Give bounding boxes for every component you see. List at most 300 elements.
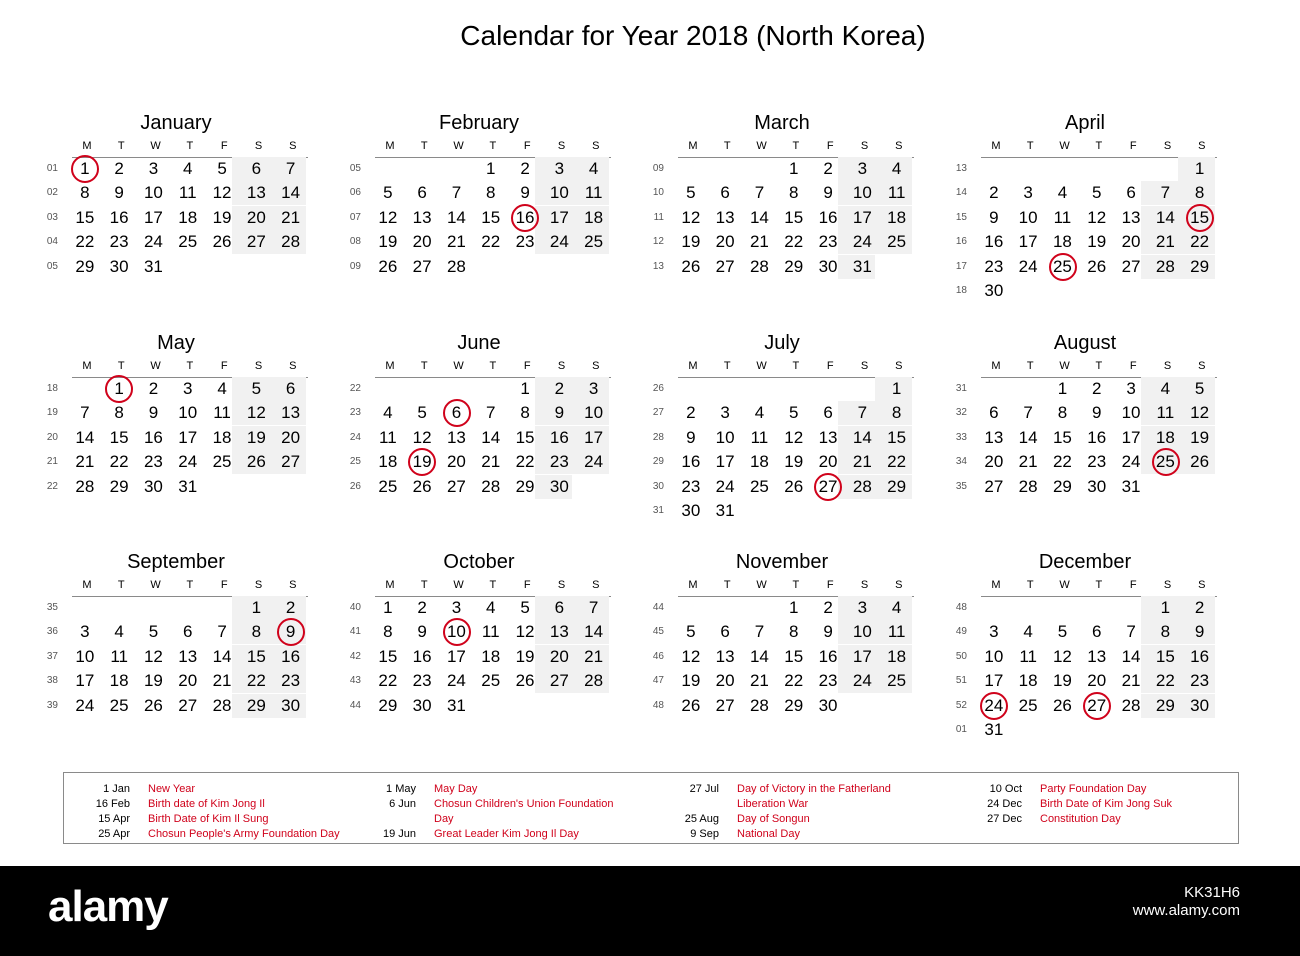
month-name: August <box>1053 332 1117 354</box>
day-cell: 13 <box>549 622 569 642</box>
day-cell: 19 <box>681 671 701 691</box>
weekday-label: T <box>1026 360 1034 372</box>
day-cell: 11 <box>110 646 128 666</box>
day-cell: 6 <box>285 379 296 398</box>
day-cell: 8 <box>1160 622 1171 642</box>
day-cell: 1 <box>789 598 799 617</box>
week-number: 03 <box>46 211 58 223</box>
day-cell: 12 <box>378 207 398 227</box>
weekday-label: S <box>1198 579 1206 591</box>
holiday-marker <box>71 155 99 183</box>
weekday-label: S <box>289 360 297 372</box>
day-cell: 20 <box>549 646 569 666</box>
week-number: 15 <box>955 211 967 223</box>
day-cell: 11 <box>1053 207 1072 227</box>
day-cell: 14 <box>1155 207 1175 227</box>
day-cell: 2 <box>520 159 530 178</box>
day-cell: 2 <box>823 598 833 617</box>
weekday-label: T <box>792 140 800 152</box>
day-cell: 3 <box>989 622 999 642</box>
day-cell: 22 <box>378 671 398 691</box>
day-cell: 28 <box>446 256 466 276</box>
day-cell: 25 <box>1018 695 1038 715</box>
weekday-label: T <box>117 140 125 152</box>
day-cell: 15 <box>378 646 398 666</box>
week-number: 01 <box>46 163 58 174</box>
day-cell: 28 <box>75 476 95 496</box>
week-number: 27 <box>652 407 664 419</box>
day-cell: 14 <box>212 646 232 666</box>
weekday-label: T <box>1095 579 1103 591</box>
weekday-label: M <box>688 579 698 591</box>
weekday-label: W <box>453 140 464 152</box>
day-cell: 7 <box>1023 403 1033 423</box>
day-cell: 16 <box>984 232 1004 252</box>
day-cell: 29 <box>784 256 804 276</box>
day-cell: 14 <box>75 427 95 447</box>
day-cell: 19 <box>515 646 535 666</box>
day-cell: 26 <box>378 256 398 276</box>
week-number: 44 <box>349 699 361 711</box>
day-cell: 29 <box>1052 476 1072 496</box>
legend-holiday-name: New Year <box>148 783 196 795</box>
week-number: 36 <box>46 626 58 638</box>
legend-date: 1 Jan <box>103 783 130 795</box>
week-number: 50 <box>955 650 967 662</box>
week-number: 46 <box>652 650 664 662</box>
week-number: 22 <box>349 383 361 394</box>
day-cell: 7 <box>754 183 765 203</box>
weekday-label: F <box>1129 579 1137 591</box>
holiday-marker <box>443 399 471 427</box>
day-cell: 16 <box>681 452 701 472</box>
day-cell: 11 <box>1156 403 1175 423</box>
day-cell: 22 <box>1052 452 1072 472</box>
day-cell: 19 <box>143 671 163 691</box>
week-number: 24 <box>349 431 361 443</box>
day-cell: 21 <box>481 452 501 472</box>
week-number: 22 <box>46 480 58 492</box>
day-cell: 3 <box>1023 183 1033 203</box>
day-cell: 2 <box>417 598 427 617</box>
day-cell: 30 <box>1087 476 1107 496</box>
day-cell: 28 <box>281 232 301 252</box>
weekday-label: T <box>489 579 497 591</box>
day-cell: 2 <box>1194 598 1205 617</box>
day-cell: 12 <box>681 646 701 666</box>
day-cell: 3 <box>183 379 193 398</box>
legend-date: 25 Apr <box>98 828 130 840</box>
day-cell: 29 <box>1155 695 1175 715</box>
day-cell: 12 <box>1052 646 1072 666</box>
weekday-label: M <box>82 360 92 372</box>
weekday-header <box>678 359 914 378</box>
weekday-label: T <box>186 579 194 591</box>
day-cell: 6 <box>989 403 999 423</box>
day-cell: 11 <box>584 183 603 203</box>
day-cell: 13 <box>178 646 198 666</box>
day-cell: 13 <box>715 646 735 666</box>
day-cell: 8 <box>114 403 124 423</box>
weekday-label: T <box>420 579 428 591</box>
month-name: October <box>443 551 515 573</box>
day-cell: 9 <box>823 183 833 203</box>
day-cell: 10 <box>1121 403 1141 423</box>
week-number: 16 <box>955 236 967 248</box>
weekday-label: S <box>895 360 903 372</box>
day-cell: 24 <box>143 232 163 252</box>
day-cell: 30 <box>818 256 838 276</box>
day-cell: 9 <box>1092 403 1102 423</box>
day-cell: 3 <box>554 159 565 178</box>
weekday-header <box>678 139 914 158</box>
day-cell: 26 <box>784 476 804 496</box>
day-cell: 28 <box>1155 256 1175 276</box>
day-cell: 24 <box>584 452 604 472</box>
day-cell: 9 <box>520 183 530 203</box>
day-cell: 23 <box>818 671 838 691</box>
legend-date: 24 Dec <box>987 798 1022 810</box>
legend-date: 10 Oct <box>989 783 1022 795</box>
day-cell: 4 <box>1160 379 1171 398</box>
day-cell: 17 <box>1018 232 1038 252</box>
day-cell: 29 <box>515 476 535 496</box>
day-cell: 8 <box>1194 183 1205 203</box>
day-cell: 16 <box>281 646 301 666</box>
day-cell: 26 <box>681 256 701 276</box>
day-cell: 22 <box>1155 671 1175 691</box>
day-cell: 6 <box>823 403 833 423</box>
holiday-marker <box>1152 448 1180 476</box>
week-number: 09 <box>652 163 664 174</box>
day-cell: 12 <box>1190 403 1210 423</box>
day-cell: 16 <box>818 646 838 666</box>
day-cell: 16 <box>515 207 535 227</box>
day-cell: 20 <box>446 452 466 472</box>
week-number: 32 <box>955 407 967 419</box>
legend-holiday-name: Chosun Children's Union Foundation <box>434 798 614 810</box>
page-title: Calendar for Year 2018 (North Korea) <box>460 20 926 51</box>
day-cell: 10 <box>143 183 163 203</box>
day-cell: 16 <box>412 646 432 666</box>
weekday-label: S <box>1198 360 1206 372</box>
day-cell: 19 <box>246 427 266 447</box>
day-cell: 9 <box>989 207 999 227</box>
week-number: 49 <box>955 626 967 638</box>
week-number: 41 <box>349 626 361 638</box>
day-cell: 27 <box>715 695 735 715</box>
weekday-label: M <box>82 579 92 591</box>
day-cell: 29 <box>109 476 129 496</box>
legend-holiday-name: Liberation War <box>737 798 809 810</box>
holiday-marker <box>443 618 471 646</box>
day-cell: 2 <box>285 598 296 617</box>
weekday-label: T <box>489 140 497 152</box>
weekday-label: M <box>82 140 92 152</box>
day-cell: 27 <box>178 695 198 715</box>
day-cell: 27 <box>1121 256 1141 276</box>
day-cell: 20 <box>984 452 1004 472</box>
weekday-label: S <box>592 140 600 152</box>
week-number: 14 <box>955 187 967 199</box>
day-cell: 6 <box>554 598 565 617</box>
day-cell: 15 <box>481 207 501 227</box>
week-number: 52 <box>955 699 967 711</box>
day-cell: 28 <box>584 671 604 691</box>
week-number: 17 <box>955 260 967 272</box>
weekday-label: F <box>220 140 228 152</box>
day-cell: 8 <box>486 183 496 203</box>
day-cell: 14 <box>1121 646 1141 666</box>
day-cell: 18 <box>1155 427 1175 447</box>
weekday-label: T <box>723 579 731 591</box>
weekday-label: F <box>826 360 834 372</box>
day-cell: 26 <box>1087 256 1107 276</box>
weekday-label: W <box>150 579 161 591</box>
day-cell: 12 <box>1087 207 1107 227</box>
weekday-label: F <box>1129 140 1137 152</box>
week-number: 21 <box>46 456 58 468</box>
weekday-label: S <box>895 140 903 152</box>
legend-date: 6 Jun <box>389 798 416 810</box>
holiday-marker <box>1083 692 1111 720</box>
weekday-label: M <box>991 360 1001 372</box>
day-cell: 11 <box>887 622 906 642</box>
weekday-label: M <box>991 140 1001 152</box>
week-number: 02 <box>46 187 58 199</box>
week-number: 12 <box>652 236 664 248</box>
day-cell: 19 <box>378 232 398 252</box>
day-cell: 17 <box>75 671 95 691</box>
day-cell: 18 <box>481 646 501 666</box>
day-cell: 1 <box>486 159 496 178</box>
day-cell: 27 <box>549 671 569 691</box>
legend-date: 25 Aug <box>684 813 719 825</box>
day-cell: 31 <box>178 476 198 496</box>
week-number: 10 <box>652 187 664 199</box>
weekday-header <box>981 139 1217 158</box>
day-cell: 17 <box>984 671 1004 691</box>
image-id: KK31H6 <box>1184 884 1240 901</box>
day-cell: 30 <box>818 695 838 715</box>
day-cell: 19 <box>1052 671 1072 691</box>
day-cell: 1 <box>1194 159 1205 178</box>
day-cell: 23 <box>681 476 701 496</box>
day-cell: 7 <box>285 159 296 178</box>
day-cell: 6 <box>251 159 262 178</box>
day-cell: 26 <box>1052 695 1072 715</box>
day-cell: 21 <box>1155 232 1175 252</box>
legend-holiday-name: National Day <box>737 828 800 840</box>
day-cell: 17 <box>584 427 604 447</box>
day-cell: 7 <box>486 403 496 423</box>
weekday-label: T <box>1026 579 1034 591</box>
day-cell: 3 <box>720 403 730 423</box>
day-cell: 18 <box>109 671 129 691</box>
day-cell: 18 <box>178 207 198 227</box>
month-name: March <box>754 112 810 134</box>
day-cell: 25 <box>109 695 129 715</box>
week-number: 38 <box>46 675 58 687</box>
alamy-logo: alamy <box>48 882 168 931</box>
week-number: 43 <box>349 675 361 687</box>
week-number: 06 <box>349 187 361 199</box>
day-cell: 7 <box>1126 622 1136 642</box>
day-cell: 29 <box>784 695 804 715</box>
weekday-label: F <box>826 140 834 152</box>
day-cell: 8 <box>789 183 799 203</box>
day-cell: 18 <box>749 452 769 472</box>
weekday-label: T <box>1095 140 1103 152</box>
day-cell: 5 <box>217 159 227 178</box>
weekday-label: F <box>523 579 531 591</box>
day-cell: 17 <box>1121 427 1141 447</box>
week-number: 13 <box>652 260 664 272</box>
day-cell: 30 <box>281 695 301 715</box>
day-cell: 24 <box>178 452 198 472</box>
day-cell: 5 <box>251 379 262 398</box>
week-number: 20 <box>46 431 58 443</box>
day-cell: 22 <box>887 452 907 472</box>
day-cell: 4 <box>486 598 496 617</box>
weekday-label: T <box>792 579 800 591</box>
day-cell: 8 <box>80 183 90 203</box>
day-cell: 17 <box>852 207 872 227</box>
day-cell: 15 <box>784 646 804 666</box>
day-cell: 6 <box>720 183 730 203</box>
day-cell: 14 <box>281 183 301 203</box>
footer-meta <box>1133 884 1240 920</box>
day-cell: 20 <box>246 207 266 227</box>
day-cell: 23 <box>984 256 1004 276</box>
day-cell: 4 <box>383 403 393 423</box>
day-cell: 3 <box>857 159 868 178</box>
legend-date: 15 Apr <box>98 813 130 825</box>
day-cell: 28 <box>481 476 501 496</box>
legend-date: 27 Dec <box>987 813 1022 825</box>
day-cell: 27 <box>281 452 301 472</box>
weekday-label: T <box>723 140 731 152</box>
day-cell: 25 <box>178 232 198 252</box>
day-cell: 9 <box>1194 622 1205 642</box>
day-cell: 28 <box>1018 476 1038 496</box>
week-number: 28 <box>652 431 664 443</box>
day-cell: 15 <box>887 427 907 447</box>
day-cell: 20 <box>178 671 198 691</box>
day-cell: 18 <box>212 427 232 447</box>
day-cell: 11 <box>1019 646 1037 666</box>
day-cell: 27 <box>246 232 266 252</box>
legend-holiday-name: Day <box>434 813 454 825</box>
day-cell: 1 <box>1160 598 1171 617</box>
day-cell: 13 <box>715 207 735 227</box>
day-cell: 5 <box>1194 379 1205 398</box>
weekday-header <box>375 359 611 378</box>
day-cell: 28 <box>749 695 769 715</box>
weekday-label: S <box>1163 360 1172 372</box>
weekday-label: W <box>756 579 767 591</box>
weekday-label: W <box>756 360 767 372</box>
day-cell: 7 <box>588 598 599 617</box>
weekday-label: F <box>1129 360 1137 372</box>
weekday-label: F <box>523 360 531 372</box>
weekday-label: T <box>117 360 125 372</box>
day-cell: 13 <box>446 427 466 447</box>
day-cell: 20 <box>412 232 432 252</box>
legend-holiday-name: Birth Date of Kim Jong Suk <box>1040 798 1173 810</box>
day-cell: 3 <box>80 622 90 642</box>
day-cell: 25 <box>212 452 232 472</box>
day-cell: 21 <box>1121 671 1141 691</box>
week-number: 18 <box>955 285 967 296</box>
day-cell: 15 <box>75 207 95 227</box>
day-cell: 4 <box>891 159 902 178</box>
day-cell: 1 <box>80 159 90 178</box>
day-cell: 25 <box>1052 256 1072 276</box>
day-cell: 8 <box>789 622 799 642</box>
week-number: 01 <box>955 724 967 735</box>
day-cell: 3 <box>451 598 462 617</box>
day-cell: 6 <box>183 622 193 642</box>
day-cell: 14 <box>481 427 501 447</box>
day-cell: 15 <box>515 427 535 447</box>
day-cell: 15 <box>109 427 129 447</box>
day-cell: 1 <box>251 598 262 617</box>
week-number: 30 <box>652 480 664 492</box>
day-cell: 13 <box>1087 646 1107 666</box>
day-cell: 24 <box>446 671 466 691</box>
day-cell: 13 <box>281 403 301 423</box>
day-cell: 31 <box>984 720 1004 739</box>
day-cell: 20 <box>818 452 838 472</box>
day-cell: 7 <box>1160 183 1171 203</box>
day-cell: 6 <box>451 403 462 423</box>
week-number: 26 <box>349 480 361 492</box>
weekday-label: T <box>489 360 497 372</box>
holiday-marker <box>980 692 1008 720</box>
day-cell: 30 <box>549 476 569 496</box>
day-cell: 11 <box>481 622 500 642</box>
day-cell: 9 <box>148 403 159 423</box>
weekday-label: W <box>150 360 161 372</box>
day-cell: 23 <box>549 452 569 472</box>
weekday-label: F <box>220 360 228 372</box>
day-cell: 22 <box>75 232 95 252</box>
day-cell: 29 <box>887 476 907 496</box>
weekday-label: W <box>1059 360 1070 372</box>
month-name: February <box>438 112 520 134</box>
day-cell: 14 <box>584 622 604 642</box>
day-cell: 3 <box>1126 379 1136 398</box>
weekday-label: S <box>860 579 869 591</box>
day-cell: 21 <box>749 671 769 691</box>
day-cell: 26 <box>1190 452 1210 472</box>
day-cell: 5 <box>1057 622 1068 642</box>
day-cell: 17 <box>446 646 466 666</box>
week-number: 07 <box>349 211 361 223</box>
legend-date: 16 Feb <box>95 798 130 810</box>
legend-holiday-name: Party Foundation Day <box>1040 783 1147 795</box>
day-cell: 14 <box>1018 427 1038 447</box>
weekday-label: T <box>792 360 800 372</box>
day-cell: 13 <box>984 427 1004 447</box>
holiday-legend <box>63 772 1239 844</box>
weekday-header <box>981 359 1217 378</box>
day-cell: 21 <box>852 452 872 472</box>
day-cell: 25 <box>378 476 398 496</box>
day-cell: 16 <box>1190 646 1210 666</box>
legend-date: 27 Jul <box>689 783 719 795</box>
